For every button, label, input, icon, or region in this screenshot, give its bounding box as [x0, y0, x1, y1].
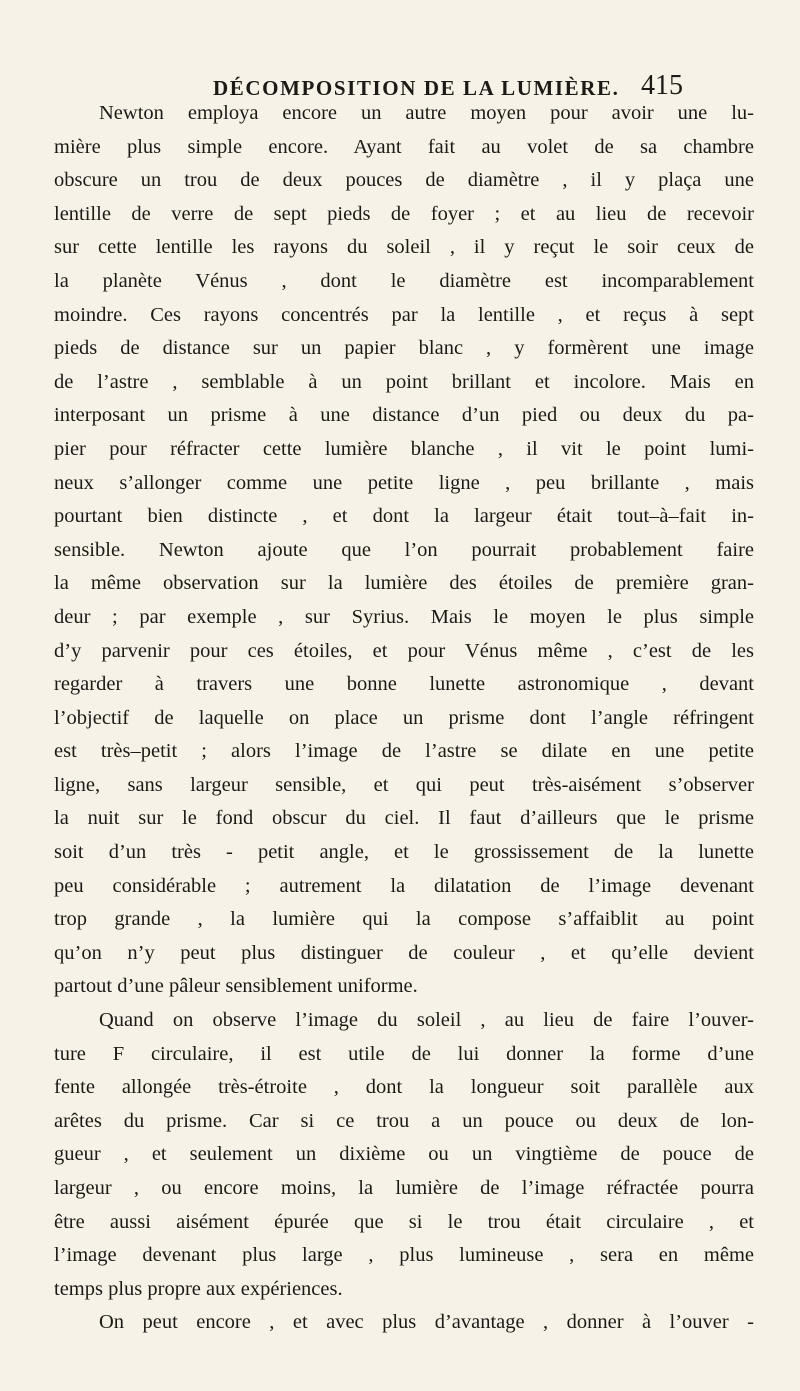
- text-line: de l’astre , semblable à un point brillant et incolore. Mais en: [54, 370, 754, 393]
- paragraph-start-line: On peut encore , et avec plus d’avantage , donner à l’ouver -: [99, 1311, 754, 1334]
- text-line: soit d’un très - petit angle, et le grossissement de la lunette: [54, 841, 754, 864]
- text-line: sensible. Newton ajoute que l’on pourrait probablement faire: [54, 538, 754, 561]
- text-line: la planète Vénus , dont le diamètre est incomparablement: [54, 269, 754, 292]
- text-line: neux s’allonger comme une petite ligne , peu brillante , mais: [54, 471, 754, 494]
- text-line: obscure un trou de deux pouces de diamètre , il y plaça une: [54, 169, 754, 192]
- paragraph-start-line: Quand on observe l’image du soleil , au lieu de faire l’ouver-: [99, 1009, 754, 1032]
- text-line: qu’on n’y peut plus distinguer de couleur , et qu’elle devient: [54, 941, 754, 964]
- text-line: pourtant bien distincte , et dont la largeur était tout–à–fait in-: [54, 505, 754, 528]
- paragraph-end-line: temps plus propre aux expériences.: [54, 1277, 343, 1300]
- body-text: [54, 97, 754, 1340]
- text-line: l’image devenant plus large , plus lumineuse , sera en même: [54, 1244, 754, 1267]
- text-line: la même observation sur la lumière des étoiles de première gran-: [54, 572, 754, 595]
- text-line: être aussi aisément épurée que si le trou était circulaire , et: [54, 1210, 754, 1233]
- text-line: l’objectif de laquelle on place un prisme dont l’angle réfringent: [54, 706, 754, 729]
- text-line: lentille de verre de sept pieds de foyer ; et au lieu de recevoir: [54, 202, 754, 225]
- text-line: Newton employa encore un autre moyen pour avoir une lu-: [99, 102, 754, 124]
- paragraph-end-line: partout d’une pâleur sensiblement uniforme.: [54, 975, 418, 998]
- text-line: sur cette lentille les rayons du soleil , il y reçut le soir ceux de: [54, 236, 754, 259]
- text-line: ligne, sans largeur sensible, et qui peut très-aisément s’observer: [54, 773, 754, 796]
- text-line: pieds de distance sur un papier blanc , y formèrent une image: [54, 337, 754, 360]
- text-line: pier pour réfracter cette lumière blanche , il vit le point lumi-: [54, 437, 754, 460]
- text-line: gueur , et seulement un dixième ou un vingtième de pouce de: [54, 1143, 754, 1166]
- page-number: 415: [641, 70, 683, 101]
- text-line: mière plus simple encore. Ayant fait au volet de sa chambre: [54, 135, 754, 158]
- text-line: la nuit sur le fond obscur du ciel. Il faut d’ailleurs que le prisme: [54, 807, 754, 830]
- text-line: interposant un prisme à une distance d’un pied ou deux du pa-: [54, 404, 754, 427]
- text-line: est très–petit ; alors l’image de l’astre se dilate en une petite: [54, 740, 754, 763]
- text-line: arêtes du prisme. Car si ce trou a un pouce ou deux de lon-: [54, 1109, 754, 1132]
- text-line: d’y parvenir pour ces étoiles, et pour Vénus même , c’est de les: [54, 639, 754, 662]
- text-line: deur ; par exemple , sur Syrius. Mais le moyen le plus simple: [54, 605, 754, 628]
- text-line: largeur , ou encore moins, la lumière de l’image réfractée pourra: [54, 1177, 754, 1199]
- running-title: DÉCOMPOSITION DE LA LUMIÈRE.: [213, 76, 620, 100]
- text-line: fente allongée très-étroite , dont la longueur soit parallèle aux: [54, 1076, 754, 1099]
- text-line: regarder à travers une bonne lunette astronomique , devant: [54, 673, 754, 696]
- text-line: peu considérable ; autrement la dilatation de l’image devenant: [54, 874, 754, 897]
- text-line: moindre. Ces rayons concentrés par la lentille , et reçus à sept: [54, 303, 754, 326]
- text-line: ture F circulaire, il est utile de lui donner la forme d’une: [54, 1042, 754, 1065]
- text-line: trop grande , la lumière qui la compose s’affaiblit au point: [54, 908, 754, 931]
